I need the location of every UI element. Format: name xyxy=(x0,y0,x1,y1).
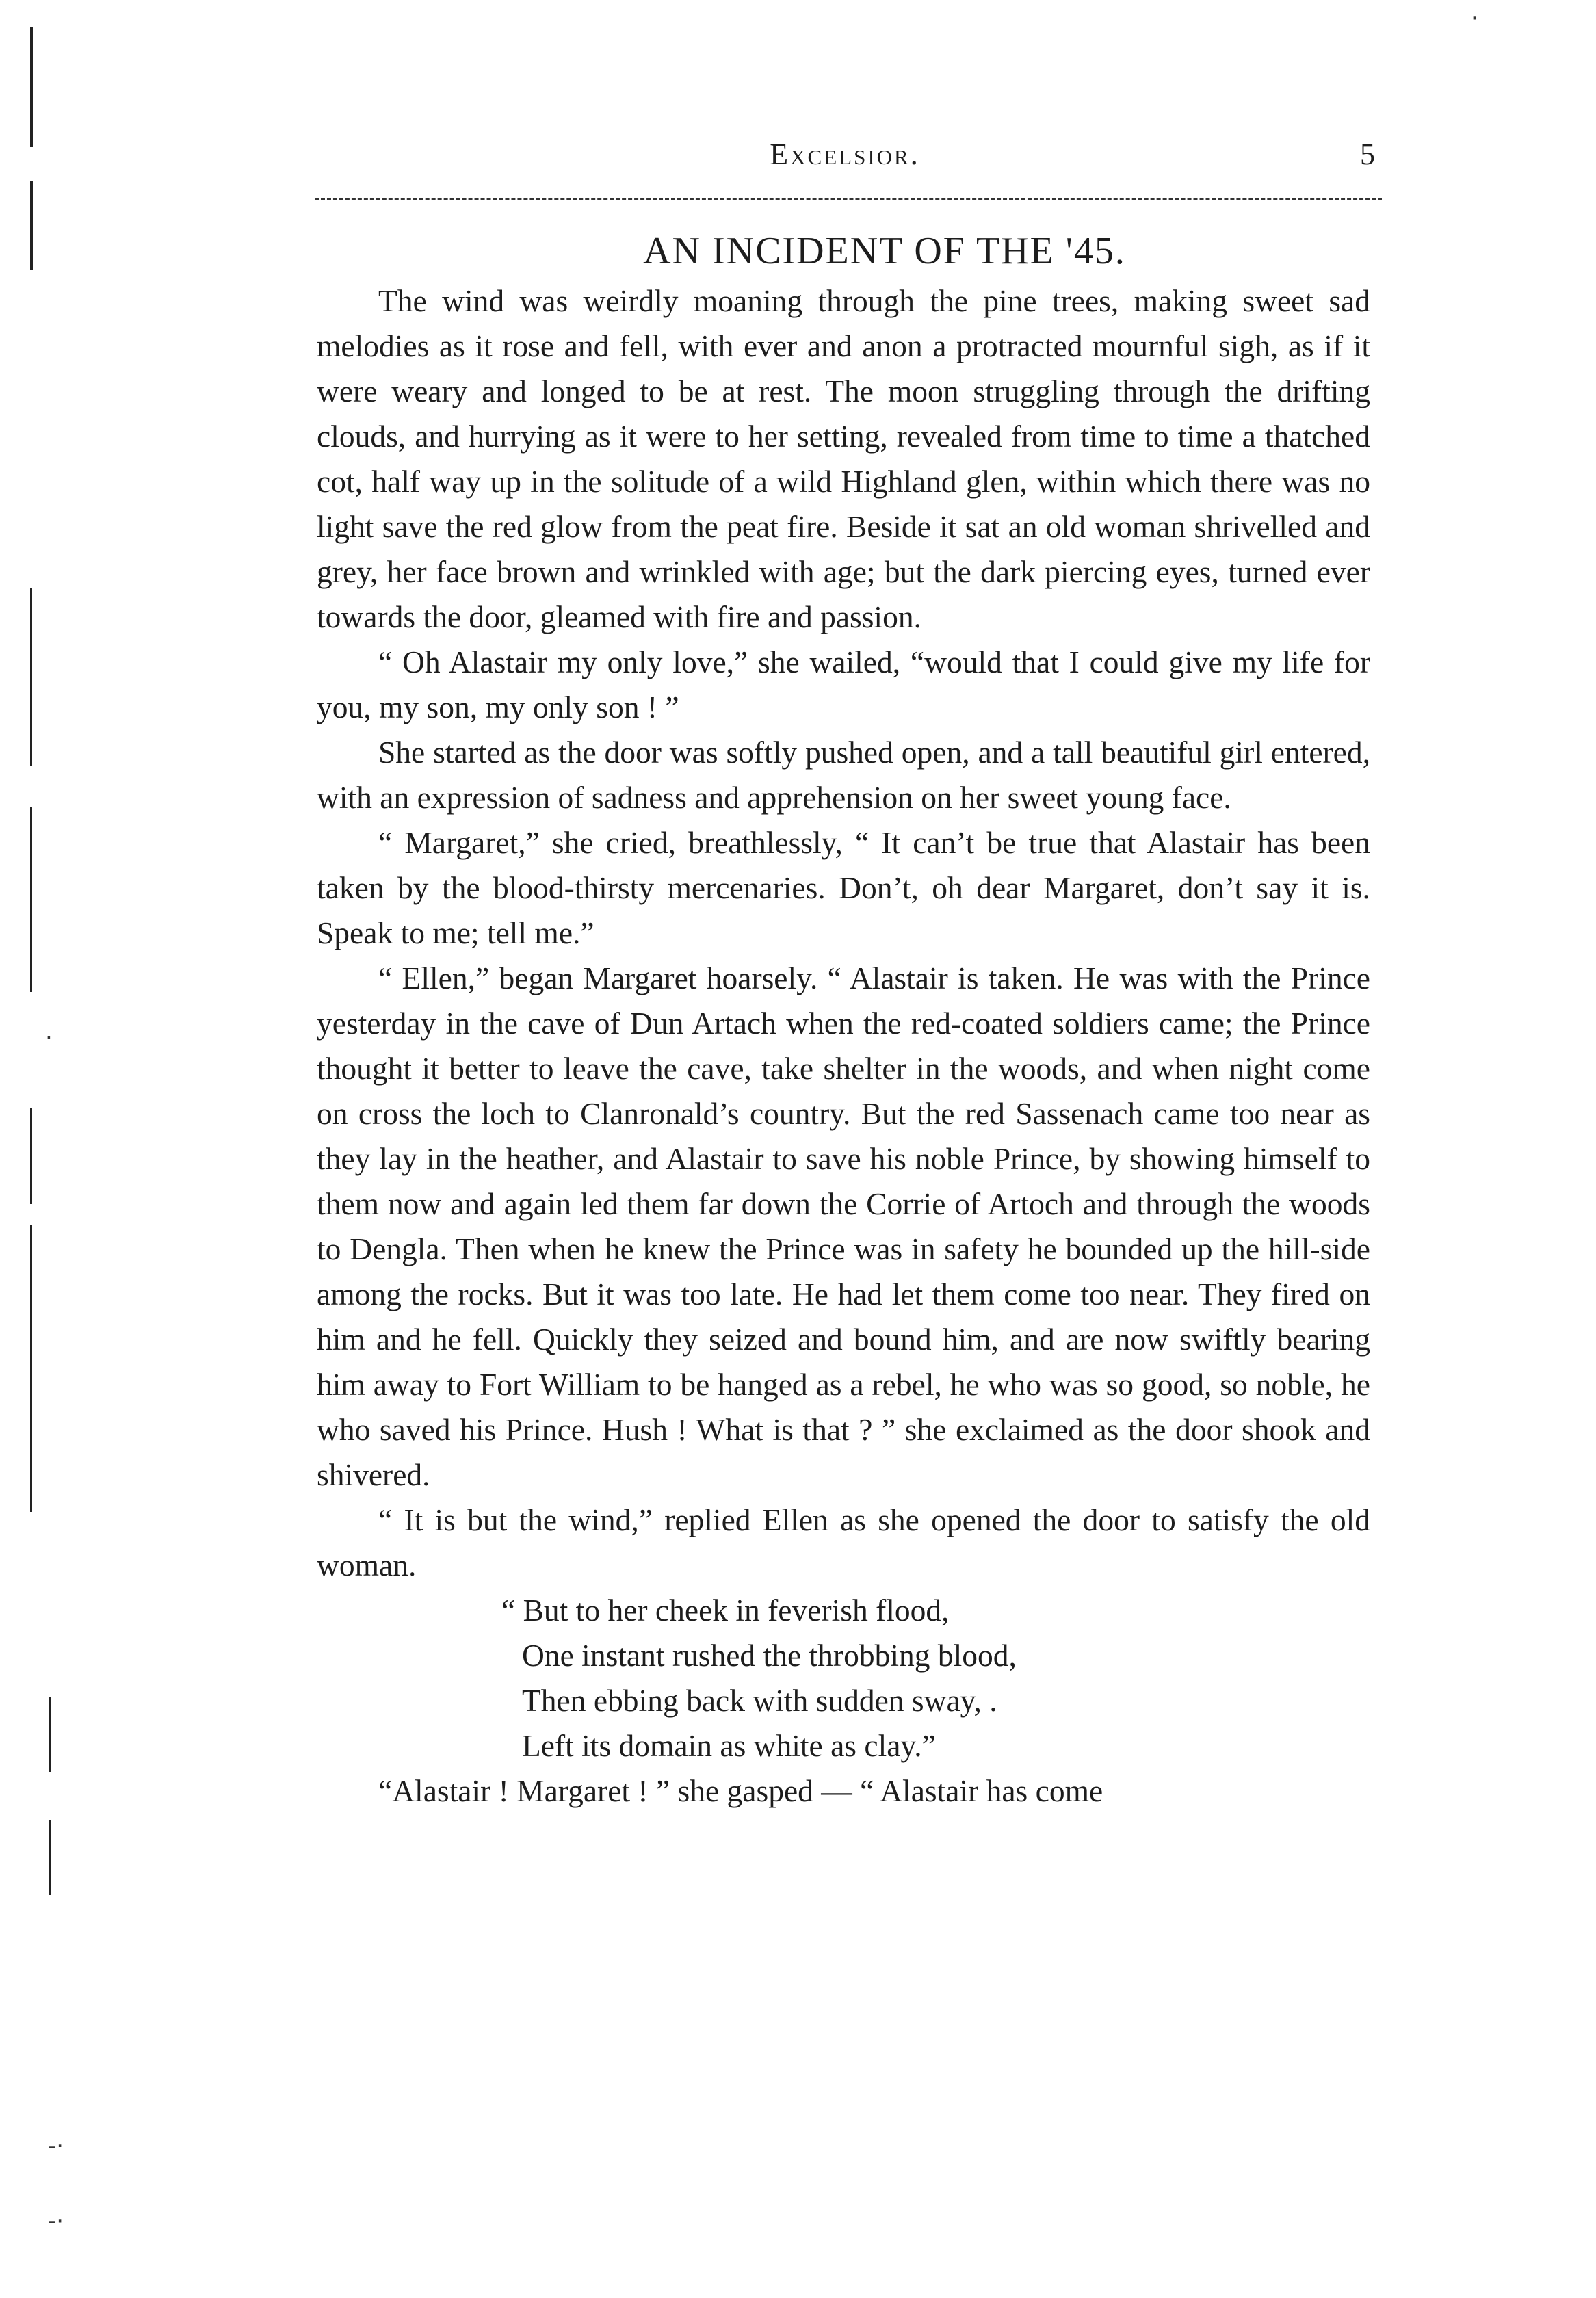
scan-edge-line xyxy=(30,27,33,147)
scan-speck: -· xyxy=(48,2132,64,2160)
scan-edge-line xyxy=(30,1225,32,1512)
page-number: 5 xyxy=(1360,138,1375,171)
scan-edge-line xyxy=(30,181,33,270)
scan-edge-line xyxy=(49,1697,51,1772)
paragraph: “ It is but the wind,” replied Ellen as she opened the door to satisfy the old woman. xyxy=(317,1502,1370,1582)
scan-speck: · xyxy=(1471,5,1478,32)
scan-speck: -· xyxy=(48,2208,64,2235)
paragraph: She started as the door was softly pushed open, and a tall beautiful girl entered, with an expression of sadness and apprehension on her sweet young face. xyxy=(317,735,1370,815)
paragraph: “ Oh Alastair my only love,” she wailed, “would that I could give my life for you, my son, my only son ! ” xyxy=(317,644,1370,724)
running-head xyxy=(315,137,1375,185)
article-body xyxy=(317,229,1370,1814)
scan-speck: · xyxy=(45,1024,53,1052)
paragraph-closing: “Alastair ! Margaret ! ” she gasped — “ Alastair has come xyxy=(378,1773,1103,1808)
paragraph: “ Margaret,” she cried, breathlessly, “ It can’t be true that Alastair has been taken by the blood-thirsty mercenaries. Don’t, oh dear Margaret, don’t say it is. Speak to me; tell me.” xyxy=(317,825,1370,950)
verse-line: Then ebbing back with sudden sway, . xyxy=(522,1683,997,1718)
scan-edge-line xyxy=(30,807,32,992)
article-title: AN INCIDENT OF THE '45. xyxy=(643,230,1126,272)
running-title: Excelsior. xyxy=(770,138,920,171)
scan-edge-line xyxy=(30,588,32,766)
verse-line: “ But to her cheek in feverish flood, xyxy=(501,1593,950,1628)
header-rule xyxy=(315,198,1382,200)
verse-line: One instant rushed the throbbing blood, xyxy=(522,1638,1017,1673)
scan-edge-line xyxy=(30,1108,32,1204)
verse-line: Left its domain as white as clay.” xyxy=(522,1728,936,1763)
scan-edge-line xyxy=(49,1820,51,1895)
verse-quote xyxy=(317,1588,1370,1768)
paragraph: “ Ellen,” began Margaret hoarsely. “ Alastair is taken. He was with the Prince yesterday in the cave of Dun Artach when the red-coated soldiers came; the Prince thought it better to leave the cave, take shelter in the woods, and when night come on cross the loch to Clanronald’s country. But the red Sassenach came too near as they lay in the heather, and Alastair to save his noble Prince, by showing himself to them now and again led them far down the Corrie of Artoch and through the woods to Dengla. Then when he knew the Prince was in safety he bounded up the hill-side among the rocks. But it was too late. He had let them come too near. They fired on him and he fell. Quickly they seized and bound him, and are now swiftly bearing him away to Fort William to be hanged as a rebel, he who was so good, so noble, he who saved his Prince. Hush ! What is that ? ” she exclaimed as the door shook and shivered. xyxy=(317,961,1370,1492)
paragraph: The wind was weirdly moaning through the pine trees, making sweet sad melodies as it rose and fell, with ever and anon a protracted mournful sigh, as if it were weary and longed to be at rest. The moon struggling through the drifting clouds, and hurrying as it were to her setting, revealed from time to time a thatched cot, half way up in the solitude of a wild Highland glen, within which there was no light save the red glow from the peat fire. Beside it sat an old woman shrivelled and grey, her face brown and wrinkled with age; but the dark piercing eyes, turned ever towards the door, gleamed with fire and passion. xyxy=(317,283,1370,634)
